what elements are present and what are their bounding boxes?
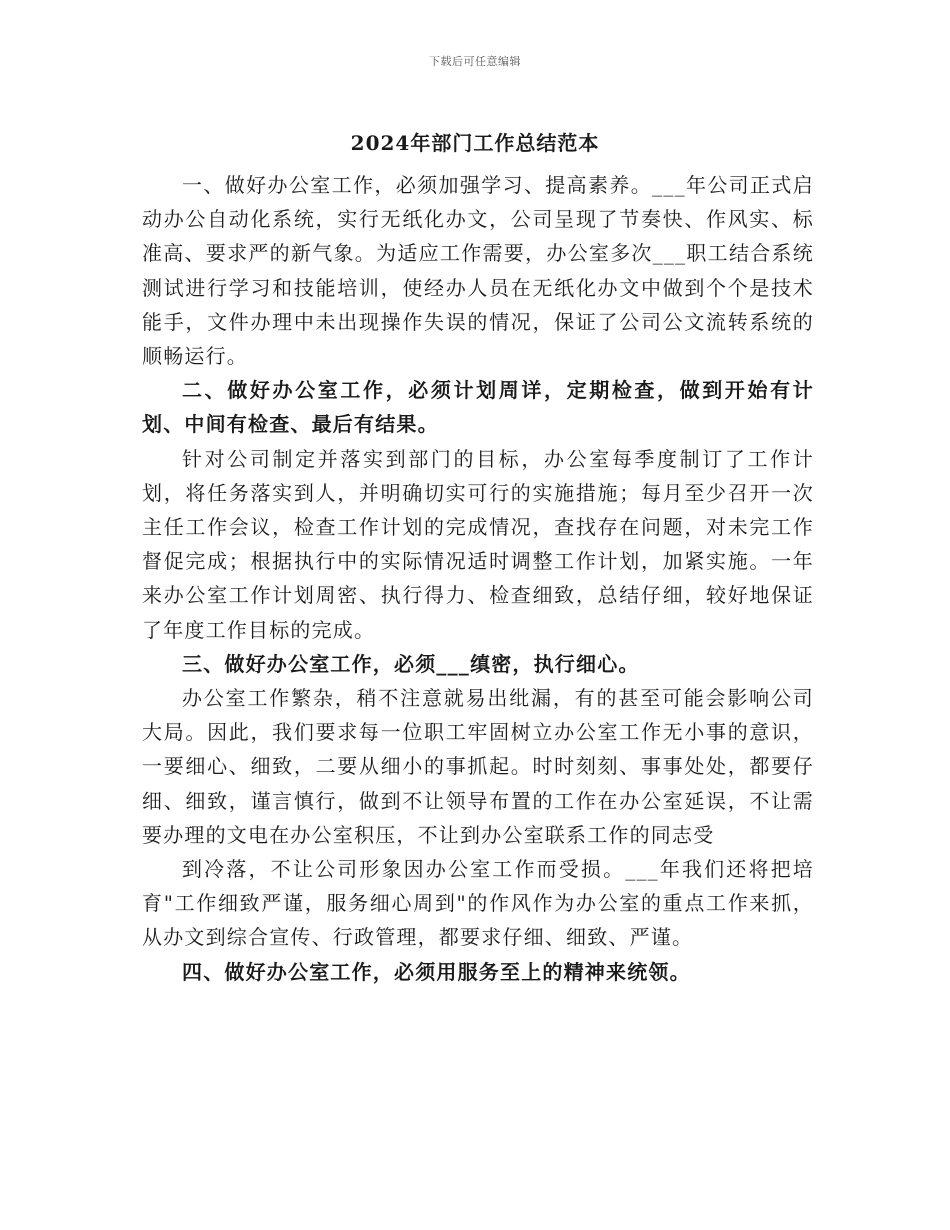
section-4-heading: 四、做好办公室工作，必须用服务至上的精神来统领。 (182, 959, 691, 984)
section-3-paragraph: 办公室工作繁杂，稍不注意就易出纰漏，有的甚至可能会影响公司大局。因此，我们要求每一位职工牢固树立办公室工作无小事的意识，一要细心、细致，二要从细小的事抓起。时时刻刻、事事处处，都要仔细、细致，谨言慎行，做到不让领导布置的工作在办公室延误，不让需要办理的文电在办公室积压，不让到办公室联系工作的同志受 (142, 686, 814, 847)
section-1-paragraph: 一、做好办公室工作，必须加强学习、提高素养。___年公司正式启动办公自动化系统，实行无纸化办文，公司呈现了节奏快、作风实、标准高、要求严的新气象。为适应工作需要，办公室多次___职工结合系统测试进行学习和技能培训，使经办人员在无纸化办文中做到个个是技术能手，文件办理中未出现操作失误的情况，保证了公司公文流转系统的顺畅运行。 (142, 173, 814, 369)
section-3-paragraph-continued: 到冷落，不让公司形象因办公室工作而受损。___年我们还将把培育"工作细致严谨，服务细心周到"的作风作为办公室的重点工作来抓，从办文到综合宣传、行政管理，都要求仔细、细致、严谨。 (142, 857, 814, 950)
section-2-paragraph: 针对公司制定并落实到部门的目标，办公室每季度制订了工作计划，将任务落实到人，并明确切实可行的实施措施；每月至少召开一次主任工作会议，检查工作计划的完成情况，查找存在问题，对未完工作督促完成；根据执行中的实际情况适时调整工作计划，加紧实施。一年来办公室工作计划周密、执行得力、检查细致，总结仔细，较好地保证了年度工作目标的完成。 (142, 446, 814, 642)
section-2-heading: 二、做好办公室工作，必须计划周详，定期检查，做到开始有计划、中间有检查、最后有结果。 (142, 378, 814, 437)
header-note: 下载后可任意编辑 (429, 55, 521, 68)
document-title: 2024年部门工作总结范本 (350, 131, 600, 155)
section-3-heading: 三、做好办公室工作，必须___缜密，执行细心。 (182, 651, 640, 676)
document-body (142, 168, 814, 989)
